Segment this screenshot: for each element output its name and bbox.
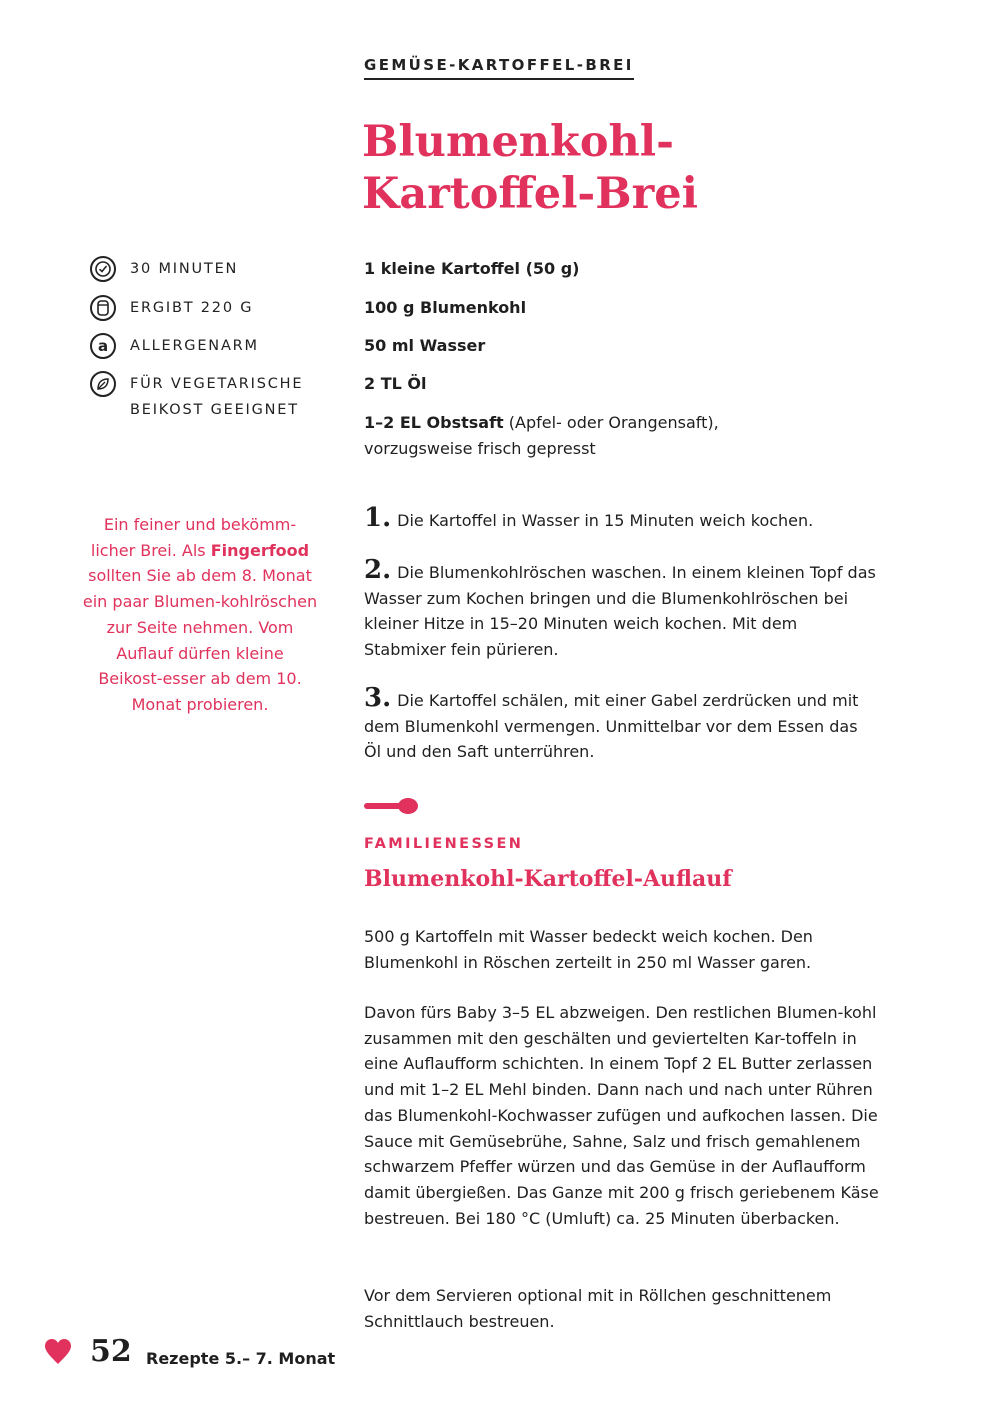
ingredient-bold: 1–2 EL Obstsaft [364, 413, 504, 432]
ingredient-item: 50 ml Wasser [364, 336, 486, 355]
step-3 [364, 683, 876, 765]
step-2 [364, 555, 876, 663]
tip-text: Ein feiner und bekömm-licher Brei. Als Fingerfood sollten Sie ab dem 8. Monat ein paar Blumen-kohlröschen zur Seite nehmen. Vom Auflauf dürfen kleine Beikost-esser ab dem 10. Monat probieren. [82, 515, 318, 714]
ingredient-item: 1 kleine Kartoffel (50 g) [364, 259, 580, 278]
family-paragraph-1: 500 g Kartoffeln mit Wasser bedeckt weich kochen. Den Blumenkohl in Röschen zerteilt in 250 ml Wasser garen. [364, 927, 813, 972]
tip-bold: Fingerfood [210, 540, 310, 560]
family-paragraph-3: Vor dem Servieren optional mit in Röllchen geschnittenem Schnittlauch bestreuen. [364, 1286, 832, 1331]
ingredient-item: 2 TL Öl [364, 374, 427, 393]
family-kicker: FAMILIENESSEN [364, 836, 524, 852]
meta-allergen-label: ALLERGENARM [130, 338, 259, 354]
clock-icon [90, 256, 116, 282]
page-number: 52 [90, 1334, 132, 1369]
meta-vegetarian [90, 371, 303, 423]
recipe-title [362, 116, 962, 220]
spoon-icon [364, 797, 420, 819]
step-text: Die Kartoffel in Wasser in 15 Minuten weich kochen. [397, 511, 814, 530]
step-number: 1. [364, 503, 392, 533]
family-paragraph-2: Davon fürs Baby 3–5 EL abzweigen. Den restlichen Blumen-kohl zusammen mit den geschälten und geviertelten Kar-toffeln in eine Auflaufform schichten. In einem Topf 2 EL Butter zerlassen und mit 1–2 EL Mehl binden. Dann nach und nach unter Rühren das Blumenkohl-Kochwasser zufügen und aufkochen lassen. Die Sauce mit Gemüsebrühe, Sahne, Salz und frisch gemahlenem schwarzem Pfeffer würzen und das Gemüse in der Auflaufform damit übergießen. Das Ganze mit 200 g frisch geriebenem Käse bestreuen. Bei 180 °C (Umluft) ca. 25 Minuten überbacken. [364, 1003, 879, 1228]
recipe-title-line2: Kartoffel-Brei [362, 169, 698, 219]
step-number: 2. [364, 555, 392, 585]
allergen-a-icon [90, 333, 116, 359]
meta-yield [90, 295, 253, 321]
step-text: Die Blumenkohlröschen waschen. In einem kleinen Topf das Wasser zum Kochen bringen und die Blumenkohlröschen bei kleiner Hitze in 15–20 Minuten weich kochen. Mit dem Stabmixer fein pürieren. [364, 563, 876, 660]
meta-time-label: 30 MINUTEN [130, 261, 239, 277]
family-title: Blumenkohl-Kartoffel-Auflauf [364, 866, 732, 892]
meta-allergen [90, 333, 259, 359]
leaf-icon [90, 371, 116, 397]
recipe-category: GEMÜSE-KARTOFFEL-BREI [364, 56, 634, 80]
heart-icon [44, 1338, 72, 1370]
meta-vegetarian-line2: BEIKOST GEEIGNET [130, 402, 299, 418]
page-caption: Rezepte 5.– 7. Monat [146, 1349, 336, 1368]
jar-icon [90, 295, 116, 321]
ingredient-note: (Apfel- oder Orangensaft), [503, 413, 719, 432]
svg-text:a: a [97, 337, 109, 355]
meta-vegetarian-label [130, 371, 303, 423]
ingredient-note-line2: vorzugsweise frisch gepresst [364, 439, 596, 458]
step-1 [364, 503, 876, 534]
meta-yield-label: ERGIBT 220 G [130, 300, 254, 316]
step-text: Die Kartoffel schälen, mit einer Gabel zerdrücken und mit dem Blumenkohl vermengen. Unmittelbar vor dem Essen das Öl und den Saft unterrühren. [364, 691, 859, 762]
meta-vegetarian-line1: FÜR VEGETARISCHE [130, 376, 304, 392]
recipe-title-line1: Blumenkohl- [362, 117, 674, 167]
ingredient-item: 100 g Blumenkohl [364, 298, 527, 317]
step-number: 3. [364, 683, 392, 713]
meta-time [90, 256, 238, 282]
ingredient-item [364, 410, 924, 462]
